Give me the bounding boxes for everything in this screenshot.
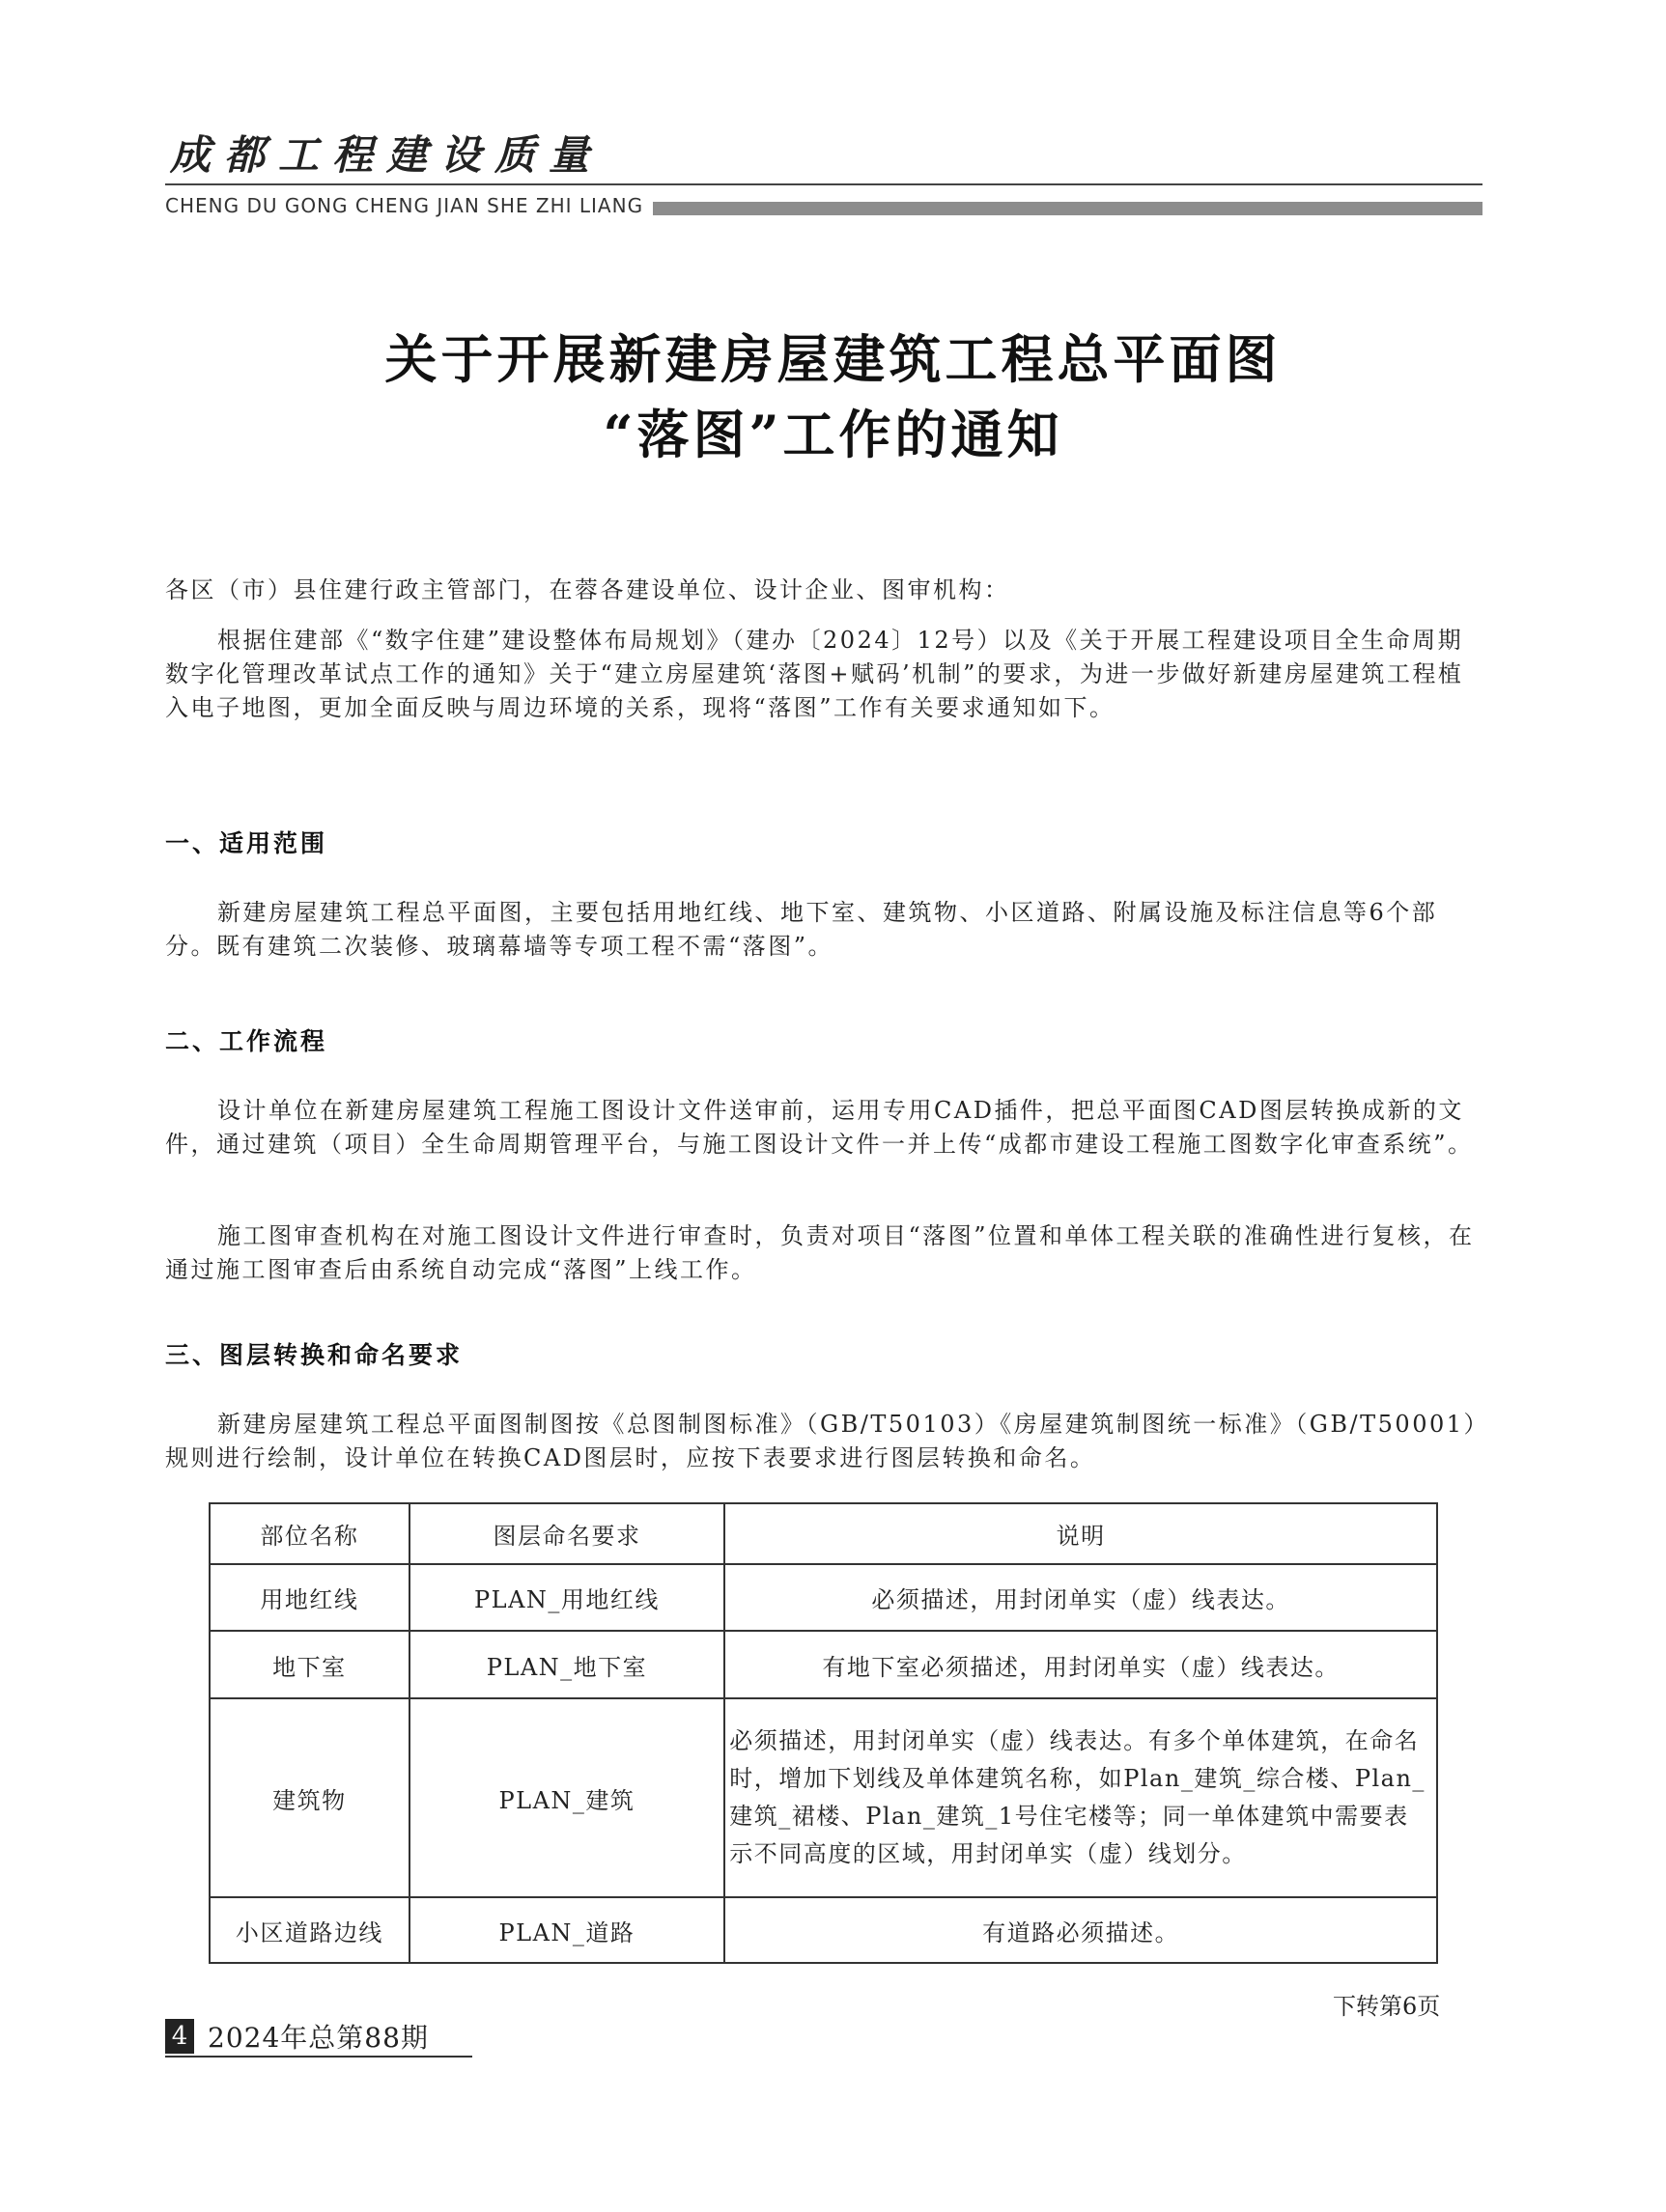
section-heading-scope: 一、适用范围 bbox=[165, 829, 328, 857]
section-scope-paragraph: 新建房屋建筑工程总平面图，主要包括用地红线、地下室、建筑物、小区道路、附属设施及标注信息等6个部分。既有建筑二次装修、玻璃幕墙等专项工程不需“落图”。 bbox=[165, 899, 1438, 960]
table-header-cell: 说明 bbox=[724, 1503, 1437, 1564]
table-row bbox=[210, 1564, 1437, 1631]
table-row bbox=[210, 1698, 1437, 1897]
section-heading-workflow: 二、工作流程 bbox=[165, 1027, 328, 1055]
page-number: 4 bbox=[165, 2019, 194, 2054]
section-layers-paragraph: 新建房屋建筑工程总平面图制图按《总图制图标准》（GB/T50103）《房屋建筑制图统一标准》（GB/T50001）规则进行绘制，设计单位在转换CAD图层时，应按下表要求进行图层转换和命名。 bbox=[165, 1411, 1478, 1471]
table-cell: 建筑物 bbox=[210, 1698, 409, 1897]
table-cell: PLAN_地下室 bbox=[409, 1631, 725, 1698]
table-cell: 小区道路边线 bbox=[210, 1897, 409, 1963]
masthead-gray-bar bbox=[653, 202, 1482, 215]
intro-paragraph: 根据住建部《“数字住建”建设整体布局规划》（建办〔2024〕12号）以及《关于开展工程建设项目全生命周期数字化管理改革试点工作的通知》关于“建立房屋建筑‘落图+赋码’机制”的要求，为进一步做好新建房屋建筑工程植入电子地图，更加全面反映与周边环境的关系，现将“落图”工作有关要求通知如下。 bbox=[165, 627, 1464, 721]
journal-title: 成都工程建设质量 bbox=[170, 131, 604, 179]
section-workflow-paragraph-2: 施工图审查机构在对施工图设计文件进行审查时，负责对项目“落图”位置和单体工程关联的准确性进行复核，在通过施工图审查后由系统自动完成“落图”上线工作。 bbox=[165, 1222, 1475, 1283]
table-cell: 用地红线 bbox=[210, 1564, 409, 1631]
table-cell: 有道路必须描述。 bbox=[724, 1897, 1437, 1963]
masthead-rule bbox=[165, 183, 1482, 185]
layer-naming-table bbox=[209, 1502, 1438, 1964]
table-cell: PLAN_道路 bbox=[409, 1897, 725, 1963]
section-workflow-paragraph-1: 设计单位在新建房屋建筑工程施工图设计文件送审前，运用专用CAD插件，把总平面图CAD图层转换成新的文件，通过建筑（项目）全生命周期管理平台，与施工图设计文件一并上传“成都市建设工程施工图数字化审查系统”。 bbox=[165, 1097, 1474, 1158]
table-header-row bbox=[210, 1503, 1437, 1564]
table-cell: 必须描述，用封闭单实（虚）线表达。有多个单体建筑，在命名时，增加下划线及单体建筑名称，如Plan_建筑_综合楼、Plan_建筑_裙楼、Plan_建筑_1号住宅楼等；同一单体建筑中需要表示不同高度的区域，用封闭单实（虚）线划分。 bbox=[724, 1698, 1437, 1897]
salutation: 各区（市）县住建行政主管部门，在蓉各建设单位、设计企业、图审机构： bbox=[165, 576, 1010, 603]
article-title-line-1: 关于开展新建房屋建筑工程总平面图 bbox=[384, 328, 1282, 390]
table-row bbox=[210, 1897, 1437, 1963]
section-heading-layers: 三、图层转换和命名要求 bbox=[165, 1341, 464, 1369]
table-cell: 地下室 bbox=[210, 1631, 409, 1698]
continued-on-page-note: 下转第6页 bbox=[1333, 1993, 1441, 2020]
footer-rule bbox=[165, 2056, 472, 2058]
table-row bbox=[210, 1631, 1437, 1698]
table-cell: PLAN_建筑 bbox=[409, 1698, 725, 1897]
table-header-cell: 图层命名要求 bbox=[409, 1503, 725, 1564]
table-cell: 有地下室必须描述，用封闭单实（虚）线表达。 bbox=[724, 1631, 1437, 1698]
issue-label: 2024年总第88期 bbox=[208, 2022, 429, 2054]
journal-pinyin-subtitle: CHENG DU GONG CHENG JIAN SHE ZHI LIANG bbox=[165, 194, 644, 217]
table-cell: 必须描述，用封闭单实（虚）线表达。 bbox=[724, 1564, 1437, 1631]
table-header-cell: 部位名称 bbox=[210, 1503, 409, 1564]
article-title-line-2: “落图”工作的通知 bbox=[603, 404, 1063, 465]
table-cell: PLAN_用地红线 bbox=[409, 1564, 725, 1631]
